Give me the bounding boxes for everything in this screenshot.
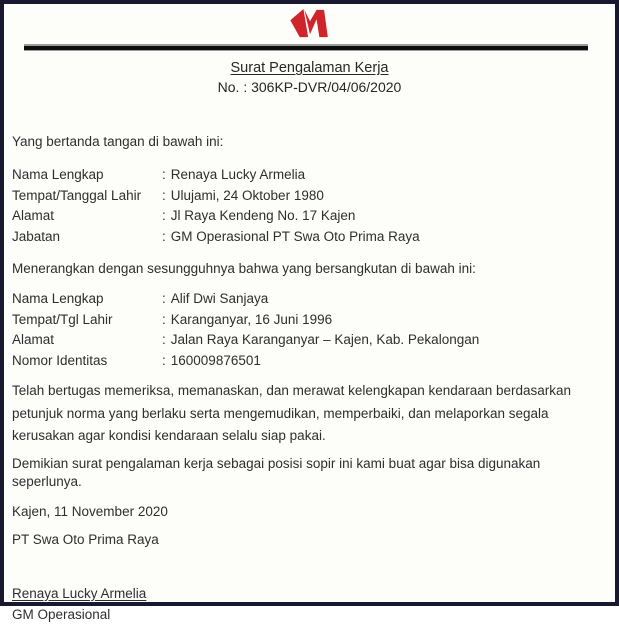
field-row xyxy=(12,186,605,207)
field-value: Jl Raya Kendeng No. 17 Kajen xyxy=(170,208,356,223)
field-separator: : xyxy=(162,187,166,203)
company-name: PT Swa Oto Prima Raya xyxy=(12,531,159,547)
field-label: Jabatan xyxy=(12,228,61,244)
signatory-name: Renaya Lucky Armelia xyxy=(12,585,147,601)
field-row xyxy=(12,206,605,227)
field-label: Alamat xyxy=(12,208,55,223)
header-divider xyxy=(24,44,588,51)
signer-fields xyxy=(12,165,605,247)
field-row xyxy=(12,351,605,372)
field-row xyxy=(12,289,605,310)
field-separator: : xyxy=(162,291,166,306)
field-value: Ulujami, 24 Oktober 1980 xyxy=(170,187,324,203)
field-label: Tempat/Tanggal Lahir xyxy=(12,187,142,203)
duty-paragraph: Telah bertugas memeriksa, memanaskan, dan merawat kelengkapan kendaraan berdasarkan petunjuk norma yang berlaku serta mengemudikan, memperbaiki, dan melaporkan segala kerusakan agar kondisi kendaraan selalu siap pakai. xyxy=(12,383,572,443)
field-separator: : xyxy=(162,228,166,244)
field-label: Nomor Identitas xyxy=(12,352,108,368)
field-label: Nama Lengkap xyxy=(12,291,104,306)
field-separator: : xyxy=(162,208,166,223)
field-separator: : xyxy=(162,352,166,368)
closing-paragraph: Demikian surat pengalaman kerja sebagai posisi sopir ini kami buat agar bisa digunakan seperlunya. xyxy=(12,455,541,489)
field-value: GM Operasional PT Swa Oto Prima Raya xyxy=(170,228,420,244)
company-logo xyxy=(4,8,615,39)
field-row xyxy=(12,165,605,186)
field-value: 160009876501 xyxy=(170,352,261,368)
field-row xyxy=(12,310,605,331)
red-m-logo-icon xyxy=(289,8,331,38)
field-separator: : xyxy=(162,167,166,182)
field-value: Alif Dwi Sanjaya xyxy=(170,291,269,306)
field-separator: : xyxy=(162,332,166,347)
field-row xyxy=(12,330,605,351)
field-label: Alamat xyxy=(12,332,55,347)
letter-number: No. : 306KP-DVR/04/06/2020 xyxy=(217,79,402,95)
subject-intro: Menerangkan dengan sesungguhnya bahwa yang bersangkutan di bawah ini: xyxy=(12,261,476,276)
field-label: Tempat/Tgl Lahir xyxy=(12,311,113,327)
place-date: Kajen, 11 November 2020 xyxy=(12,503,168,519)
letter-title: Surat Pengalaman Kerja xyxy=(230,60,389,76)
letter-body xyxy=(4,133,615,624)
field-separator: : xyxy=(162,311,166,327)
field-value: Renaya Lucky Armelia xyxy=(170,167,306,182)
field-label: Nama Lengkap xyxy=(12,167,104,182)
signer-intro: Yang bertanda tangan di bawah ini: xyxy=(12,134,224,149)
field-row xyxy=(12,227,605,248)
field-value: Karanganyar, 16 Juni 1996 xyxy=(170,311,333,327)
signatory-title: GM Operasional xyxy=(12,606,111,622)
field-value: Jalan Raya Karanganyar – Kajen, Kab. Pekalongan xyxy=(170,332,480,347)
subject-fields xyxy=(12,289,605,371)
